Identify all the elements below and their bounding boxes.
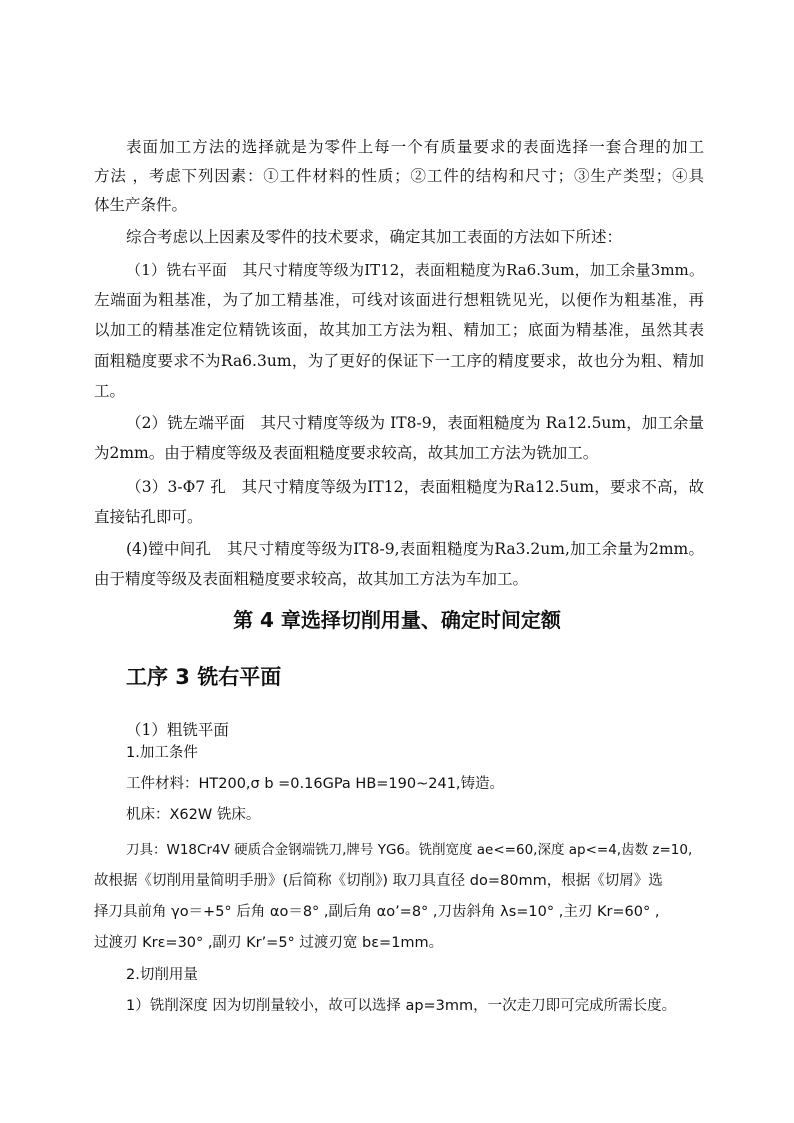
item-heading: 1.加工条件	[126, 745, 198, 761]
tool-line: 刀具：W18Cr4V 硬质合金钢端铣刀,牌号 YG6。铣削宽度 ae<=60,深度 ap<=4,齿数 z=10,	[126, 842, 693, 858]
tool-line: 过渡刃 Krε=30° ,副刃 Kr’=5° 过渡刃宽 bε=1mm。	[94, 935, 444, 951]
paragraph-line: 工。	[94, 382, 126, 400]
paragraph-line: 由于精度等级及表面粗糙度要求较高，故其加工方法为车加工。	[94, 570, 529, 588]
paragraph-line: 为2mm。由于精度等级及表面粗糙度要求较高，故其加工方法为铣加工。	[94, 444, 599, 462]
paragraph-line: 面粗糙度要求不为Ra6.3um，为了更好的保证下一工序的精度要求，故也分为粗、精加	[94, 352, 704, 370]
chapter-title: 第 4 章选择切削用量、确定时间定额	[233, 608, 561, 632]
section-title: 工序 3 铣右平面	[126, 665, 282, 689]
machine-line: 机床：X62W 铣床。	[126, 807, 261, 823]
paragraph-line: 体生产条件。	[94, 196, 188, 214]
paragraph-line: (4)镗中间孔 其尺寸精度等级为IT8-9,表面粗糙度为Ra3.2um,加工余量为2mm。	[126, 540, 704, 558]
paragraph-line: 综合考虑以上因素及零件的技术要求，确定其加工表面的方法如下所述：	[126, 228, 623, 246]
paragraph-line: 直接钻孔即可。	[94, 508, 203, 526]
paragraph-line: （3）3-Φ7 孔 其尺寸精度等级为IT12，表面粗糙度为Ra12.5um，要求不高，故	[126, 478, 704, 496]
sub-heading: （1）粗铣平面	[126, 721, 229, 739]
paragraph-line: （2）铣左端平面 其尺寸精度等级为 IT8-9，表面粗糙度为 Ra12.5um，加工余量	[126, 414, 704, 432]
tool-line: 择刀具前角 γo＝+5° 后角 αo＝8° ,副后角 αo’=8° ,刀齿斜角 λs=10° ,主刃 Kr=60° ,	[94, 904, 660, 920]
material-line: 工件材料：HT200,σ b =0.16GPa HB=190~241,铸造。	[126, 776, 505, 792]
paragraph-line: 以加工的精基准定位精铣该面，故其加工方法为粗、精加工；底面为精基准，虽然其表	[94, 321, 704, 339]
paragraph-line: 左端面为粗基准，为了加工精基准，可线对该面进行想粗铣见光，以便作为粗基准，再	[94, 291, 704, 309]
paragraph-line: （1）铣右平面 其尺寸精度等级为IT12，表面粗糙度为Ra6.3um，加工余量3mm。	[126, 261, 704, 279]
tool-line: 故根据《切削用量简明手册》(后简称《切削》) 取刀具直径 do=80mm，根据《切屑》选	[94, 873, 663, 889]
paragraph-line: 表面加工方法的选择就是为零件上每一个有质量要求的表面选择一套合理的加工	[126, 138, 704, 156]
depth-line: 1）铣削深度 因为切削量较小，故可以选择 ap=3mm，一次走刀即可完成所需长度。	[126, 998, 677, 1014]
paragraph-line: 方法 ，考虑下列因素：①工件材料的性质；②工件的结构和尺寸；③生产类型；④具	[94, 167, 704, 185]
item-heading: 2.切削用量	[126, 967, 198, 983]
